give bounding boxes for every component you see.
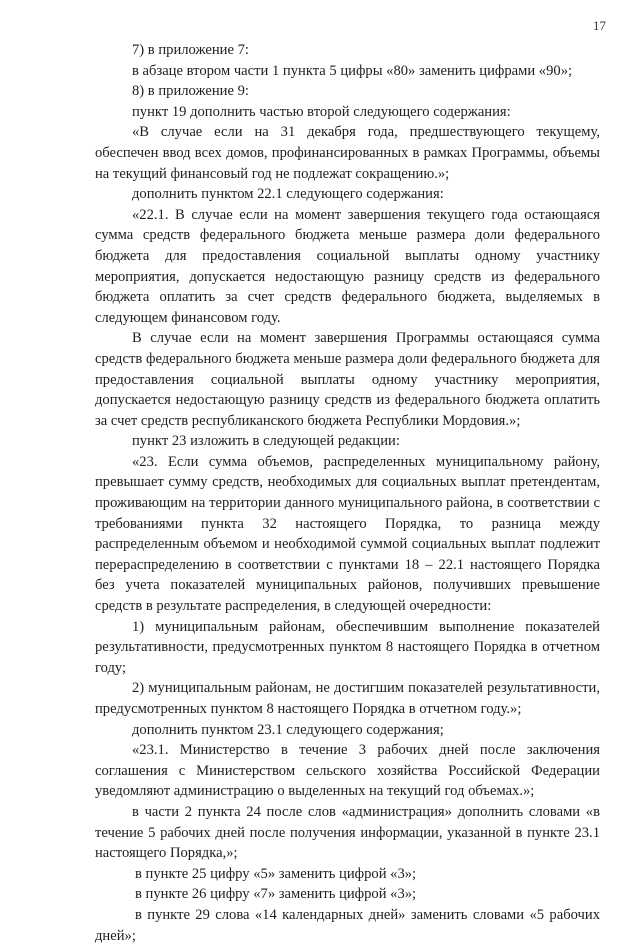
- paragraph: пункт 23 изложить в следующей редакции:: [132, 433, 400, 450]
- quoted-paragraph: «В случае если на 31 декабря года, предшествующего текущему, обеспечен ввод всех домов, профинансированных в рамках Программы, объемы на текущий финансовый год не подлежат сокращению.»;: [95, 124, 600, 182]
- page-number: 17: [593, 18, 606, 33]
- paragraph: в абзаце втором части 1 пункта 5 цифры «80» заменить цифрами «90»;: [132, 62, 573, 79]
- paragraph: в пункте 26 цифру «7» заменить цифрой «3»;: [135, 886, 417, 903]
- quoted-paragraph: «22.1. В случае если на момент завершения текущего года остающаяся сумма средств федерального бюджета меньше размера доли федерального бюджета для предоставления социальной выплаты одному участнику мероприятия, допускается недостающую разницу средств из федерального бюджета оплатить за счет средств федерального бюджета, выделяемых в следующем финансовом году.: [95, 206, 600, 326]
- paragraph: дополнить пунктом 22.1 следующего содержания:: [132, 186, 444, 203]
- quoted-paragraph: «23. Если сумма объемов, распределенных муниципальному району, превышает сумму средств, необходимых для социальных выплат претендентам, проживающим на территории данного муниципального района, в соответствии с требованиями пункта 32 настоящего Порядка, то разница между распределенным объемом и необходимой суммой социальных выплат подлежит перераспределению в соответствии с пунктами 18 – 22.1 настоящего Порядка без учета показателей муниципальных районов, получивших превышение средств в результате распределения, в следующей очередности:: [95, 453, 600, 615]
- paragraph: пункт 19 дополнить частью второй следующего содержания:: [132, 103, 511, 120]
- paragraph: в части 2 пункта 24 после слов «администрация» дополнить словами «в течение 5 рабочих дней после получения информации, указанной в пункте 23.1 настоящего Порядка,»;: [95, 803, 600, 862]
- document-body: [95, 40, 600, 946]
- item-8-heading: 8) в приложение 9:: [132, 83, 249, 100]
- paragraph: В случае если на момент завершения Программы остающаяся сумма средств федерального бюджета меньше размера доли федерального бюджета для предоставления социальной выплаты одному участнику мероприятия, допускается недостающую разницу средств из федерального бюджета оплатить за счет средств республиканского бюджета Республики Мордовия.»;: [95, 330, 600, 429]
- list-item: 2) муниципальным районам, не достигшим показателей результативности, предусмотренных пунктом 8 настоящего Порядка в отчетном году.»;: [95, 680, 600, 717]
- quoted-paragraph: «23.1. Министерство в течение 3 рабочих дней после заключения соглашения с Министерством сельского хозяйства Российской Федерации уведомляют администрацию о выделенных на текущий год объемах.»;: [95, 742, 600, 800]
- paragraph: дополнить пунктом 23.1 следующего содержания;: [132, 721, 444, 738]
- paragraph: в пункте 29 слова «14 календарных дней» заменить словами «5 рабочих дней»;: [95, 906, 600, 944]
- list-item: 1) муниципальным районам, обеспечившим выполнение показателей результативности, предусмотренных пунктом 8 настоящего Порядка в отчетном году;: [95, 618, 600, 676]
- paragraph: в пункте 25 цифру «5» заменить цифрой «3»;: [135, 865, 417, 882]
- item-7-heading: 7) в приложение 7:: [132, 42, 249, 58]
